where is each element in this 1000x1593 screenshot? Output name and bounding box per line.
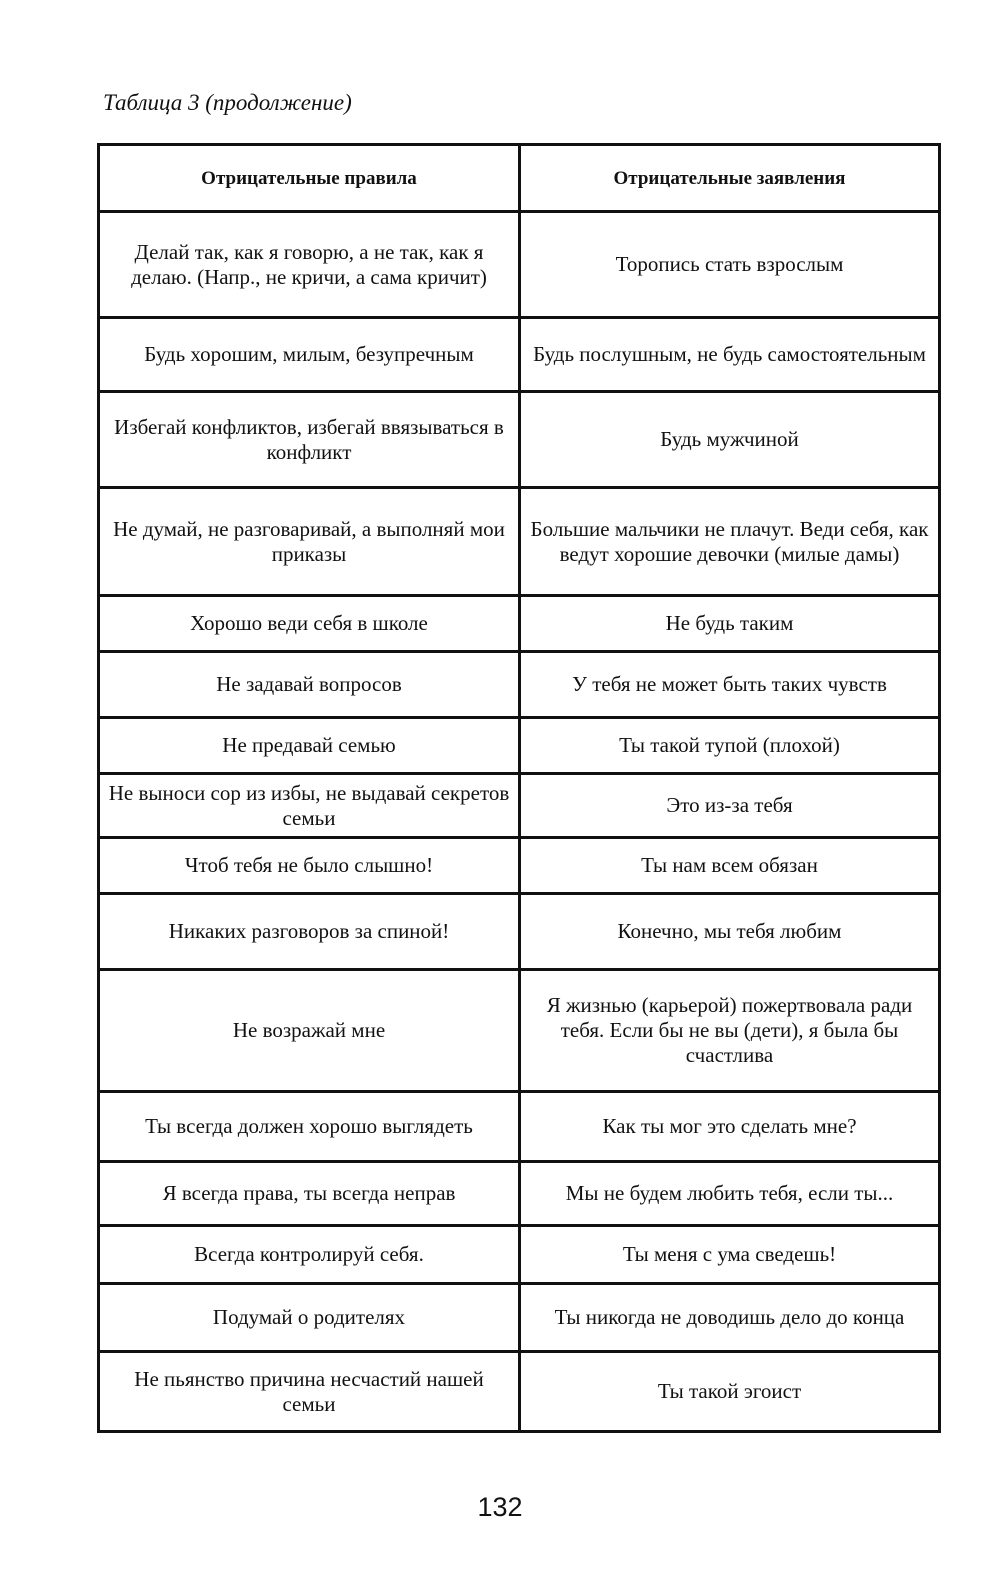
rule-cell: Будь хорошим, милым, безупречным [99, 318, 520, 392]
rule-cell: Не думай, не разговаривай, а выполняй мои приказы [99, 488, 520, 596]
table-row [99, 1092, 940, 1162]
page-number: 132 [477, 1492, 523, 1522]
table-row [99, 1162, 940, 1226]
rule-cell: Никаких разговоров за спиной! [99, 894, 520, 970]
rule-cell: Не возражай мне [99, 970, 520, 1092]
table-header-row [99, 145, 940, 212]
table-row [99, 318, 940, 392]
rules-table [97, 143, 941, 1433]
statement-cell: Ты такой эгоист [520, 1352, 940, 1432]
statement-cell: Это из-за тебя [520, 774, 940, 838]
table-row [99, 970, 940, 1092]
rule-cell: Хорошо веди себя в школе [99, 596, 520, 652]
rule-cell: Ты всегда должен хорошо выглядеть [99, 1092, 520, 1162]
rule-cell: Я всегда права, ты всегда неправ [99, 1162, 520, 1226]
rule-cell: Избегай конфликтов, избегай ввязываться в конфликт [99, 392, 520, 488]
table-caption: Таблица 3 (продолжение) [103, 90, 352, 115]
rule-cell: Чтоб тебя не было слышно! [99, 838, 520, 894]
table-row [99, 774, 940, 838]
statement-cell: У тебя не может быть таких чувств [520, 652, 940, 718]
statement-cell: Будь послушным, не будь самостоятельным [520, 318, 940, 392]
rule-cell: Не пьянство причина несчастий нашей семьи [99, 1352, 520, 1432]
table-row [99, 488, 940, 596]
statement-cell: Большие мальчики не плачут. Веди себя, как ведут хорошие девочки (милые дамы) [520, 488, 940, 596]
rule-cell: Не задавай вопросов [99, 652, 520, 718]
header-negative-statements: Отрицательные заявления [520, 145, 940, 212]
statement-cell: Ты нам всем обязан [520, 838, 940, 894]
table-row [99, 894, 940, 970]
statement-cell: Мы не будем любить тебя, если ты... [520, 1162, 940, 1226]
statement-cell: Конечно, мы тебя любим [520, 894, 940, 970]
table-row [99, 652, 940, 718]
rules-table-container [97, 143, 938, 1433]
rule-cell: Не предавай семью [99, 718, 520, 774]
table-row [99, 392, 940, 488]
statement-cell: Ты никогда не доводишь дело до конца [520, 1284, 940, 1352]
table-row [99, 838, 940, 894]
header-negative-rules: Отрицательные правила [99, 145, 520, 212]
statement-cell: Ты такой тупой (плохой) [520, 718, 940, 774]
table-row [99, 718, 940, 774]
statement-cell: Не будь таким [520, 596, 940, 652]
rule-cell: Всегда контролируй себя. [99, 1226, 520, 1284]
table-row [99, 212, 940, 318]
table-row [99, 1352, 940, 1432]
statement-cell: Торопись стать взрослым [520, 212, 940, 318]
rule-cell: Подумай о родителях [99, 1284, 520, 1352]
statement-cell: Я жизнью (карьерой) пожертвовала ради тебя. Если бы не вы (дети), я была бы счастлива [520, 970, 940, 1092]
statement-cell: Как ты мог это сделать мне? [520, 1092, 940, 1162]
rule-cell: Делай так, как я говорю, а не так, как я делаю. (Напр., не кричи, а сама кричит) [99, 212, 520, 318]
table-row [99, 1226, 940, 1284]
table-row [99, 1284, 940, 1352]
statement-cell: Будь мужчиной [520, 392, 940, 488]
rule-cell: Не выноси сор из избы, не выдавай секретов семьи [99, 774, 520, 838]
table-row [99, 596, 940, 652]
statement-cell: Ты меня с ума сведешь! [520, 1226, 940, 1284]
